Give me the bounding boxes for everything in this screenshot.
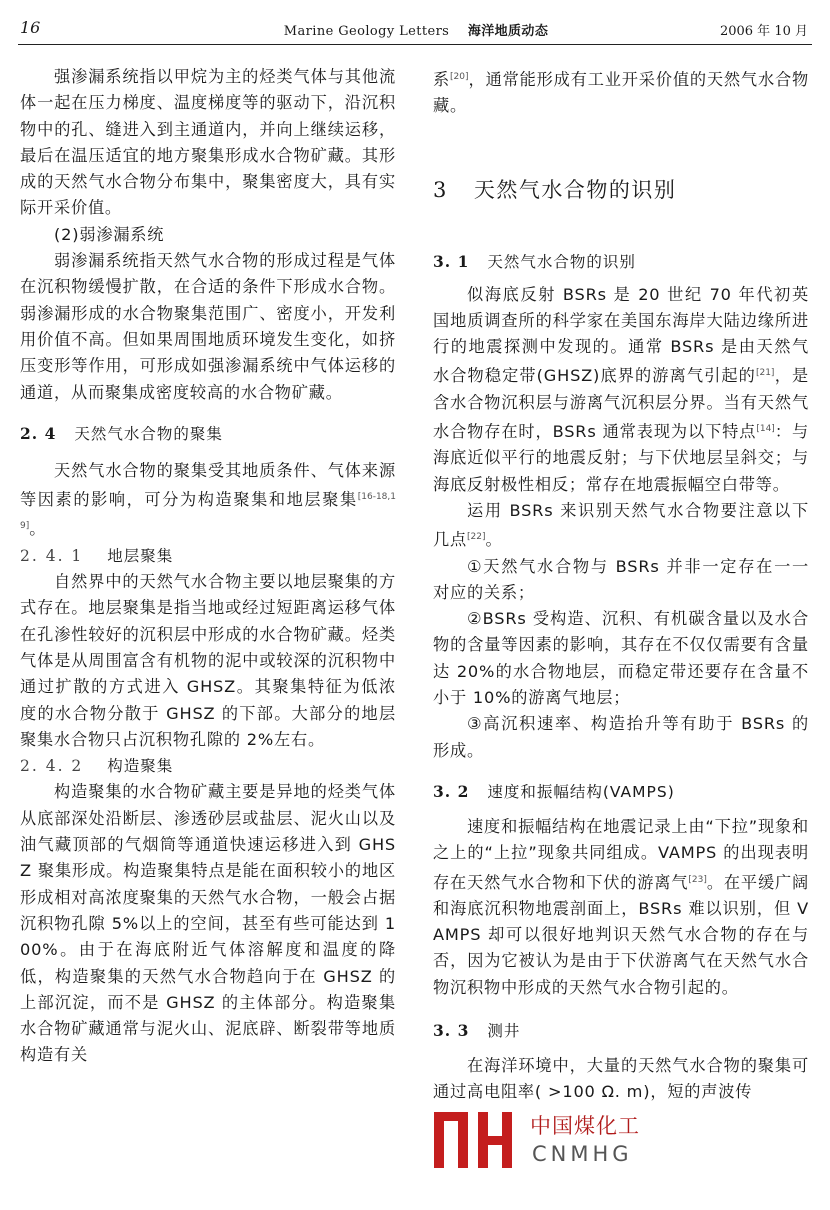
citation: [23] (688, 874, 707, 885)
paragraph-text: 运用 BSRs 来识别天然气水合物要注意以下几点 (433, 500, 809, 550)
paragraph-text: ，通常能形成有工业开采价值的天然气水合物藏。 (433, 70, 809, 116)
journal-title (20, 20, 812, 39)
list-item-2: ②BSRs 受构造、沉积、有机碳含量以及水合物的含量等因素的影响，其存在不仅仅需要有含量达 20%的水合物地层，而稳定带还要存在含量不小于 10%的游离气地层； (433, 609, 809, 708)
paragraph-vamps (433, 814, 809, 1001)
paragraph-strong-seepage: 强渗漏系统指以甲烷为主的烃类气体与其他流体一起在压力梯度、温度梯度等的驱动下，沿沉积物中的孔、缝进入到主通道内，并向上继续运移，最后在温压适宜的地方聚集形成水合物矿藏。其形成的天然气水合物分布集中，聚集密度大，具有实际开采价值。 (20, 67, 396, 218)
section-number: 2. 4. 2 (20, 757, 84, 776)
paragraph-stratigraphic: 自然界中的天然气水合物主要以地层聚集的方式存在。地层聚集是指当地或经过短距离运移气体在孔渗性较好的沉积层中形成的水合物矿藏。烃类气体是从周围富含有机物的泥中或较深的沉积物中通过扩散的方式进入 GHSZ。其聚集特征为低浓度的水合物分散于 GHSZ 的下部。大部分的地层聚集水合物只占沉积物孔隙的 2%左右。 (20, 572, 396, 749)
issue-date: 2006 年 10 月 (719, 24, 808, 39)
header-rule (18, 44, 812, 45)
section-title: 地层聚集 (107, 546, 174, 565)
section-heading-3-2 (433, 780, 809, 802)
section-heading-3 (433, 174, 809, 204)
section-heading-3-3 (433, 1019, 809, 1041)
paragraph-end: 。 (29, 519, 47, 539)
paragraph-logging: 在海洋环境中，大量的天然气水合物的聚集可通过高电阻率( >100 Ω. m)，短的声波传 (433, 1056, 809, 1102)
journal-title-cn: 海洋地质动态 (467, 24, 549, 39)
section-title: 测井 (487, 1022, 521, 1041)
watermark-logo-icon (432, 1108, 522, 1172)
section-title: 速度和振幅结构(VAMPS) (487, 782, 675, 801)
section-heading-2-4-1 (20, 543, 396, 569)
section-title: 天然气水合物的识别 (487, 252, 636, 271)
paragraph-bsr-notes (433, 498, 809, 554)
citation: [20] (450, 72, 469, 82)
section-number: 3. 1 (433, 251, 470, 271)
paragraph-weak-seepage: 弱渗漏系统指天然气水合物的形成过程是气体在沉积物缓慢扩散，在合适的条件下形成水合物。弱渗漏形成的水合物聚集范围广、密度小，开发利用价值不高。但如果周围地质环境发生变化，如挤压变形等作用，可形成如强渗漏系统中气体运移的通道，从而聚集成密度较高的水合物矿藏。 (20, 251, 396, 402)
section-heading-3-1 (433, 250, 809, 272)
watermark-text-cn: 中国煤化工 (528, 1110, 642, 1140)
section-heading-2-4 (20, 422, 396, 444)
section-heading-2-4-2 (20, 753, 396, 779)
citation: [21] (755, 368, 775, 379)
paragraph-text: 。在平缓广阔和海底沉积物地震剖面上，BSRs 难以识别，但 VAMPS 却可以很好地判识天然气水合物的存在与否，因为它被认为是由于下伏游离气在天然气水合物沉积物中形成的天然气水合物引起的。 (433, 872, 809, 997)
left-column (20, 64, 396, 1069)
paragraph-continued (433, 64, 809, 120)
paragraph-structural: 构造聚集的水合物矿藏主要是异地的烃类气体从底部深处沿断层、渗透砂层或盐层、泥火山以及油气藏顶部的气烟筒等通道快速运移进入到 GHSZ 聚集形成。构造聚集特点是能在面积较小的地区形成相对高浓度聚集的天然气水合物，一般会占据沉积物孔隙 5%以上的空间，甚至有些可能达到 100%。由于在海底附近气体溶解度和温度的降低，构造聚集的天然气水合物趋向于在 GHSZ 的上部沉淀，而不是 GHSZ 的主体部分。构造聚集水合物矿藏通常与泥火山、泥底辟、断裂带等地质构造有关 (20, 782, 396, 1065)
section-title: 天然气水合物的识别 (473, 177, 677, 202)
paragraph-text: 似海底反射 BSRs 是 20 世纪 70 年代初英国地质调查所的科学家在美国东海岸大陆边缘所进行的地震探测中发现的。通常 BSRs 是由天然气水合物稳定带(GHSZ)底界的游离气引起的 (433, 284, 809, 386)
paragraph-text: 天然气水合物的聚集受其地质条件、气体来源等因素的影响，可分为构造聚集和地层聚集 (20, 460, 396, 510)
page-number: 16 (20, 18, 41, 37)
paragraph-text: ，是含水合物沉积层与游离气沉积层分界。当有天然气水合物存在时，BSRs 通常表现为以下特点 (433, 366, 809, 442)
section-title: 天然气水合物的聚集 (74, 424, 223, 443)
list-item-weak-seepage: (2)弱渗漏系统 (54, 224, 165, 244)
watermark (432, 1108, 822, 1172)
watermark-text-en: CNMHG (532, 1142, 633, 1166)
citation: [16-18,19] (20, 492, 396, 532)
list-item-1: ①天然气水合物与 BSRs 并非一定存在一一对应的关系； (433, 556, 809, 602)
section-number: 3. 2 (433, 781, 470, 801)
journal-title-en: Marine Geology Letters (283, 24, 450, 39)
section-number: 3. 3 (433, 1021, 470, 1041)
section-title: 构造聚集 (107, 757, 174, 776)
citation: [14] (756, 424, 775, 435)
paragraph-bsr (433, 282, 809, 498)
section-number: 2. 4. 1 (20, 546, 84, 565)
list-item-3: ③高沉积速率、构造抬升等有助于 BSRs 的形成。 (433, 714, 809, 760)
paragraph-text: 系 (433, 70, 451, 89)
section-number: 3 (433, 177, 448, 202)
paragraph-text: ：与海底近似平行的地震反射；与下伏地层呈斜交；与海底反射极性相反；常存在地震振幅空白带等。 (433, 422, 809, 494)
paragraph-text: 。 (485, 530, 503, 550)
citation: [22] (466, 532, 486, 543)
section-number: 2. 4 (20, 423, 57, 443)
right-column (433, 64, 809, 1106)
paragraph-text: 速度和振幅结构在地震记录上由“下拉”现象和之上的“上拉”现象共同组成。VAMPS 的出现表明存在天然气水合物和下伏的游离气 (433, 816, 809, 892)
running-header (20, 16, 812, 42)
paragraph-accumulation (20, 458, 396, 543)
